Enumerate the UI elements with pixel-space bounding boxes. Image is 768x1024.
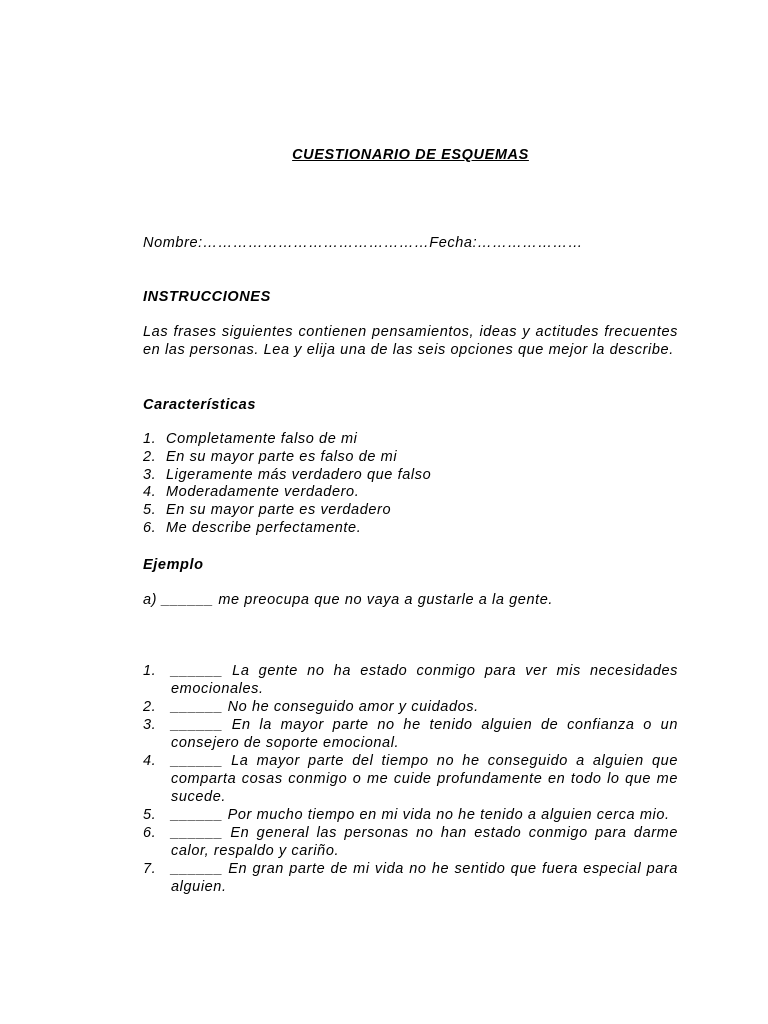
item-text: Moderadamente verdadero. [166,484,360,501]
question-item [143,860,678,896]
item-number: 1. [143,431,157,447]
question-text: ______ La mayor parte del tiempo no he conseguido a alguien que comparta cosas conmigo o me cuide profundamente en todo lo que me sucede. [171,753,678,805]
item-number: 6. [143,519,157,536]
caracteristica-item [143,431,431,449]
caracteristica-item [143,520,431,538]
caracteristica-item [143,449,431,467]
question-text: ______ No he conseguido amor y cuidados. [171,699,479,715]
name-date-line: Nombre:………………………………………Fecha:………………… [143,235,583,251]
question-item [143,716,678,752]
item-number: 3. [143,466,157,483]
ejemplo-text: a) ______ me preocupa que no vaya a gustarle a la gente. [143,592,554,608]
question-text: ______ En la mayor parte no he tenido alguien de confianza o un consejero de soporte emocional. [171,717,678,751]
caracteristica-item [143,484,431,502]
question-text: ______ En gran parte de mi vida no he sentido que fuera especial para alguien. [171,861,678,895]
item-text: Completamente falso de mi [166,431,358,447]
questions-list [143,662,678,896]
question-text: ______ Por mucho tiempo en mi vida no he tenido a alguien cerca mio. [171,807,670,823]
item-text: Me describe perfectamente. [166,519,362,536]
caracteristica-item [143,467,431,485]
question-number: 3. [143,717,157,733]
item-number: 5. [143,502,157,519]
question-number: 7. [143,861,157,877]
question-text: ______ En general las personas no han estado conmigo para darme calor, respaldo y cariño. [171,825,678,859]
question-text: ______ La gente no ha estado conmigo para ver mis necesidades emocionales. [171,663,678,697]
question-item [143,752,678,806]
question-item [143,698,678,716]
question-number: 4. [143,753,157,769]
question-item [143,662,678,698]
document-title: CUESTIONARIO DE ESQUEMAS [292,147,529,163]
item-text: En su mayor parte es falso de mi [166,448,398,465]
ejemplo-heading: Ejemplo [143,557,204,573]
question-number: 6. [143,825,157,841]
question-number: 5. [143,807,157,823]
question-item [143,806,678,824]
question-number: 2. [143,699,157,715]
instructions-heading: INSTRUCCIONES [143,289,271,305]
caracteristicas-heading: Características [143,397,256,413]
item-number: 4. [143,484,157,501]
caracteristicas-list [143,431,431,538]
item-number: 2. [143,448,157,465]
caracteristica-item [143,502,431,520]
item-text: En su mayor parte es verdadero [166,502,392,519]
question-number: 1. [143,663,157,679]
question-item [143,824,678,860]
item-text: Ligeramente más verdadero que falso [166,466,432,483]
instructions-text: Las frases siguientes contienen pensamientos, ideas y actitudes frecuentes en las personas. Lea y elija una de las seis opciones que mejor la describe. [143,324,678,358]
